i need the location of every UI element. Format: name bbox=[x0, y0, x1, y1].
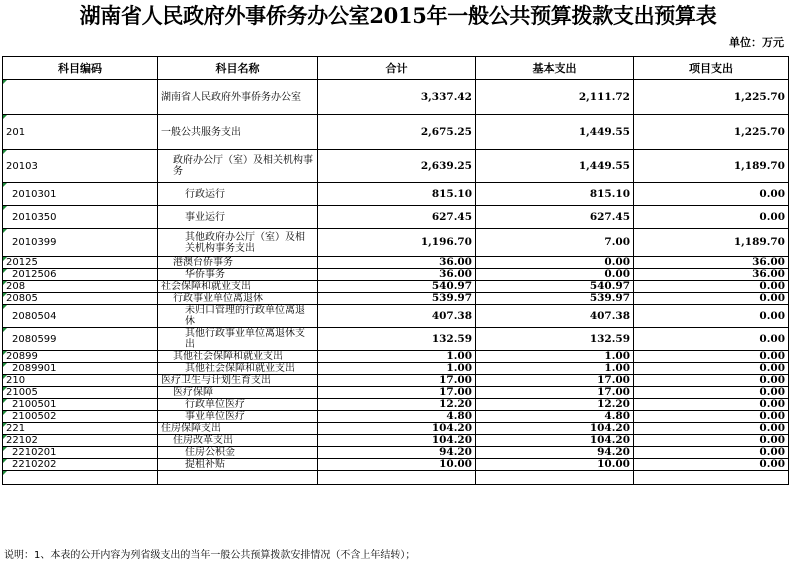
table-row bbox=[3, 471, 789, 485]
header-basic: 基本支出 bbox=[476, 57, 634, 80]
table-row bbox=[3, 281, 789, 293]
table-row bbox=[3, 229, 789, 257]
table-row bbox=[3, 293, 789, 305]
cell-project: 1,189.70 bbox=[634, 229, 789, 257]
cell-name: 政府办公厅（室）及相关机构事务 bbox=[158, 150, 318, 183]
cell-basic: 0.00 bbox=[476, 257, 634, 269]
cell-code: 2210202 bbox=[3, 459, 158, 471]
header-total: 合计 bbox=[318, 57, 476, 80]
cell-project: 0.00 bbox=[634, 328, 789, 351]
cell-total: 94.20 bbox=[318, 447, 476, 459]
cell-code: 210 bbox=[3, 375, 158, 387]
cell-total: 36.00 bbox=[318, 257, 476, 269]
cell-project: 0.00 bbox=[634, 387, 789, 399]
table-row bbox=[3, 269, 789, 281]
table-row bbox=[3, 80, 789, 115]
cell-total: 132.59 bbox=[318, 328, 476, 351]
cell-basic: 94.20 bbox=[476, 447, 634, 459]
cell-basic: 1,449.55 bbox=[476, 115, 634, 150]
page-title: 湖南省人民政府外事侨务办公室2015年一般公共预算拨款支出预算表 bbox=[79, 3, 717, 28]
cell-code: 201 bbox=[3, 115, 158, 150]
cell-code: 208 bbox=[3, 281, 158, 293]
table-row bbox=[3, 257, 789, 269]
cell-project: 0.00 bbox=[634, 183, 789, 206]
table-row bbox=[3, 435, 789, 447]
unit-label: 单位：万元 bbox=[729, 36, 784, 49]
header-code: 科目编码 bbox=[3, 57, 158, 80]
table-header-row bbox=[3, 57, 789, 80]
cell-basic: 17.00 bbox=[476, 375, 634, 387]
table-row bbox=[3, 351, 789, 363]
cell-name: 社会保障和就业支出 bbox=[158, 281, 318, 293]
cell-name: 港澳台侨事务 bbox=[158, 257, 318, 269]
cell-name: 医疗卫生与计划生育支出 bbox=[158, 375, 318, 387]
cell-basic: 7.00 bbox=[476, 229, 634, 257]
cell-total: 2,639.25 bbox=[318, 150, 476, 183]
table-body bbox=[3, 80, 789, 485]
cell-basic: 104.20 bbox=[476, 423, 634, 435]
cell-code: 20805 bbox=[3, 293, 158, 305]
cell-name: 一般公共服务支出 bbox=[158, 115, 318, 150]
cell-total: 10.00 bbox=[318, 459, 476, 471]
cell-name: 事业运行 bbox=[158, 206, 318, 229]
cell-project: 0.00 bbox=[634, 206, 789, 229]
cell-total: 3,337.42 bbox=[318, 80, 476, 115]
cell-name: 未归口管理的行政单位离退休 bbox=[158, 305, 318, 328]
cell-project: 0.00 bbox=[634, 399, 789, 411]
cell-project: 0.00 bbox=[634, 351, 789, 363]
cell-code: 2210201 bbox=[3, 447, 158, 459]
cell-project: 0.00 bbox=[634, 411, 789, 423]
cell-name: 行政运行 bbox=[158, 183, 318, 206]
cell-name: 其他行政事业单位离退休支出 bbox=[158, 328, 318, 351]
header-project: 项目支出 bbox=[634, 57, 789, 80]
cell-code: 2010301 bbox=[3, 183, 158, 206]
cell-name: 其他社会保障和就业支出 bbox=[158, 363, 318, 375]
cell-total: 104.20 bbox=[318, 435, 476, 447]
cell-code: 2010399 bbox=[3, 229, 158, 257]
cell-basic: 0.00 bbox=[476, 269, 634, 281]
cell-total: 627.45 bbox=[318, 206, 476, 229]
cell-basic: 132.59 bbox=[476, 328, 634, 351]
table-row bbox=[3, 150, 789, 183]
cell-total bbox=[318, 471, 476, 485]
cell-total: 540.97 bbox=[318, 281, 476, 293]
cell-basic: 815.10 bbox=[476, 183, 634, 206]
cell-project: 1,189.70 bbox=[634, 150, 789, 183]
cell-total: 12.20 bbox=[318, 399, 476, 411]
cell-basic: 4.80 bbox=[476, 411, 634, 423]
cell-code: 21005 bbox=[3, 387, 158, 399]
cell-basic: 1,449.55 bbox=[476, 150, 634, 183]
cell-project: 0.00 bbox=[634, 459, 789, 471]
table-row bbox=[3, 399, 789, 411]
cell-project: 0.00 bbox=[634, 293, 789, 305]
footnote: 说明：1、本表的公开内容为列省级支出的当年一般公共预算拨款安排情况（不含上年结转）； bbox=[4, 550, 416, 561]
cell-name: 住房保障支出 bbox=[158, 423, 318, 435]
cell-basic: 627.45 bbox=[476, 206, 634, 229]
cell-name: 医疗保障 bbox=[158, 387, 318, 399]
cell-basic: 2,111.72 bbox=[476, 80, 634, 115]
cell-code: 2089901 bbox=[3, 363, 158, 375]
cell-name bbox=[158, 471, 318, 485]
cell-code bbox=[3, 80, 158, 115]
table-row bbox=[3, 115, 789, 150]
cell-basic: 10.00 bbox=[476, 459, 634, 471]
cell-code: 221 bbox=[3, 423, 158, 435]
cell-project: 0.00 bbox=[634, 447, 789, 459]
cell-code: 20899 bbox=[3, 351, 158, 363]
cell-code: 20103 bbox=[3, 150, 158, 183]
cell-project: 36.00 bbox=[634, 257, 789, 269]
table-row bbox=[3, 411, 789, 423]
cell-code: 22102 bbox=[3, 435, 158, 447]
cell-code: 2100501 bbox=[3, 399, 158, 411]
table-row bbox=[3, 459, 789, 471]
budget-table bbox=[2, 56, 789, 485]
cell-project: 1,225.70 bbox=[634, 80, 789, 115]
cell-code: 2010350 bbox=[3, 206, 158, 229]
cell-basic: 407.38 bbox=[476, 305, 634, 328]
cell-total: 539.97 bbox=[318, 293, 476, 305]
table-row bbox=[3, 363, 789, 375]
cell-name: 华侨事务 bbox=[158, 269, 318, 281]
cell-basic: 1.00 bbox=[476, 351, 634, 363]
cell-total: 1.00 bbox=[318, 351, 476, 363]
cell-name: 其他社会保障和就业支出 bbox=[158, 351, 318, 363]
cell-project bbox=[634, 471, 789, 485]
cell-basic bbox=[476, 471, 634, 485]
table-row bbox=[3, 447, 789, 459]
cell-basic: 1.00 bbox=[476, 363, 634, 375]
cell-name: 住房改革支出 bbox=[158, 435, 318, 447]
cell-basic: 12.20 bbox=[476, 399, 634, 411]
cell-code: 2012506 bbox=[3, 269, 158, 281]
cell-total: 4.80 bbox=[318, 411, 476, 423]
cell-basic: 539.97 bbox=[476, 293, 634, 305]
cell-total: 815.10 bbox=[318, 183, 476, 206]
header-name: 科目名称 bbox=[158, 57, 318, 80]
cell-code: 2100502 bbox=[3, 411, 158, 423]
table-row bbox=[3, 328, 789, 351]
cell-code: 2080599 bbox=[3, 328, 158, 351]
table-row bbox=[3, 375, 789, 387]
cell-name: 其他政府办公厅（室）及相关机构事务支出 bbox=[158, 229, 318, 257]
cell-project: 0.00 bbox=[634, 363, 789, 375]
cell-code bbox=[3, 471, 158, 485]
cell-name: 行政单位医疗 bbox=[158, 399, 318, 411]
cell-total: 17.00 bbox=[318, 387, 476, 399]
cell-total: 1,196.70 bbox=[318, 229, 476, 257]
cell-project: 0.00 bbox=[634, 423, 789, 435]
cell-basic: 104.20 bbox=[476, 435, 634, 447]
cell-name: 住房公积金 bbox=[158, 447, 318, 459]
cell-project: 0.00 bbox=[634, 375, 789, 387]
cell-total: 1.00 bbox=[318, 363, 476, 375]
table-row bbox=[3, 387, 789, 399]
cell-code: 20125 bbox=[3, 257, 158, 269]
cell-total: 407.38 bbox=[318, 305, 476, 328]
cell-total: 17.00 bbox=[318, 375, 476, 387]
table-row bbox=[3, 183, 789, 206]
cell-total: 104.20 bbox=[318, 423, 476, 435]
cell-code: 2080504 bbox=[3, 305, 158, 328]
cell-name: 事业单位医疗 bbox=[158, 411, 318, 423]
cell-total: 36.00 bbox=[318, 269, 476, 281]
table-row bbox=[3, 305, 789, 328]
cell-project: 0.00 bbox=[634, 435, 789, 447]
cell-basic: 17.00 bbox=[476, 387, 634, 399]
cell-name: 湖南省人民政府外事侨务办公室 bbox=[158, 80, 318, 115]
cell-project: 0.00 bbox=[634, 305, 789, 328]
cell-total: 2,675.25 bbox=[318, 115, 476, 150]
cell-project: 1,225.70 bbox=[634, 115, 789, 150]
cell-project: 36.00 bbox=[634, 269, 789, 281]
table-row bbox=[3, 423, 789, 435]
cell-basic: 540.97 bbox=[476, 281, 634, 293]
cell-name: 行政事业单位离退休 bbox=[158, 293, 318, 305]
cell-project: 0.00 bbox=[634, 281, 789, 293]
table-row bbox=[3, 206, 789, 229]
cell-name: 提租补贴 bbox=[158, 459, 318, 471]
